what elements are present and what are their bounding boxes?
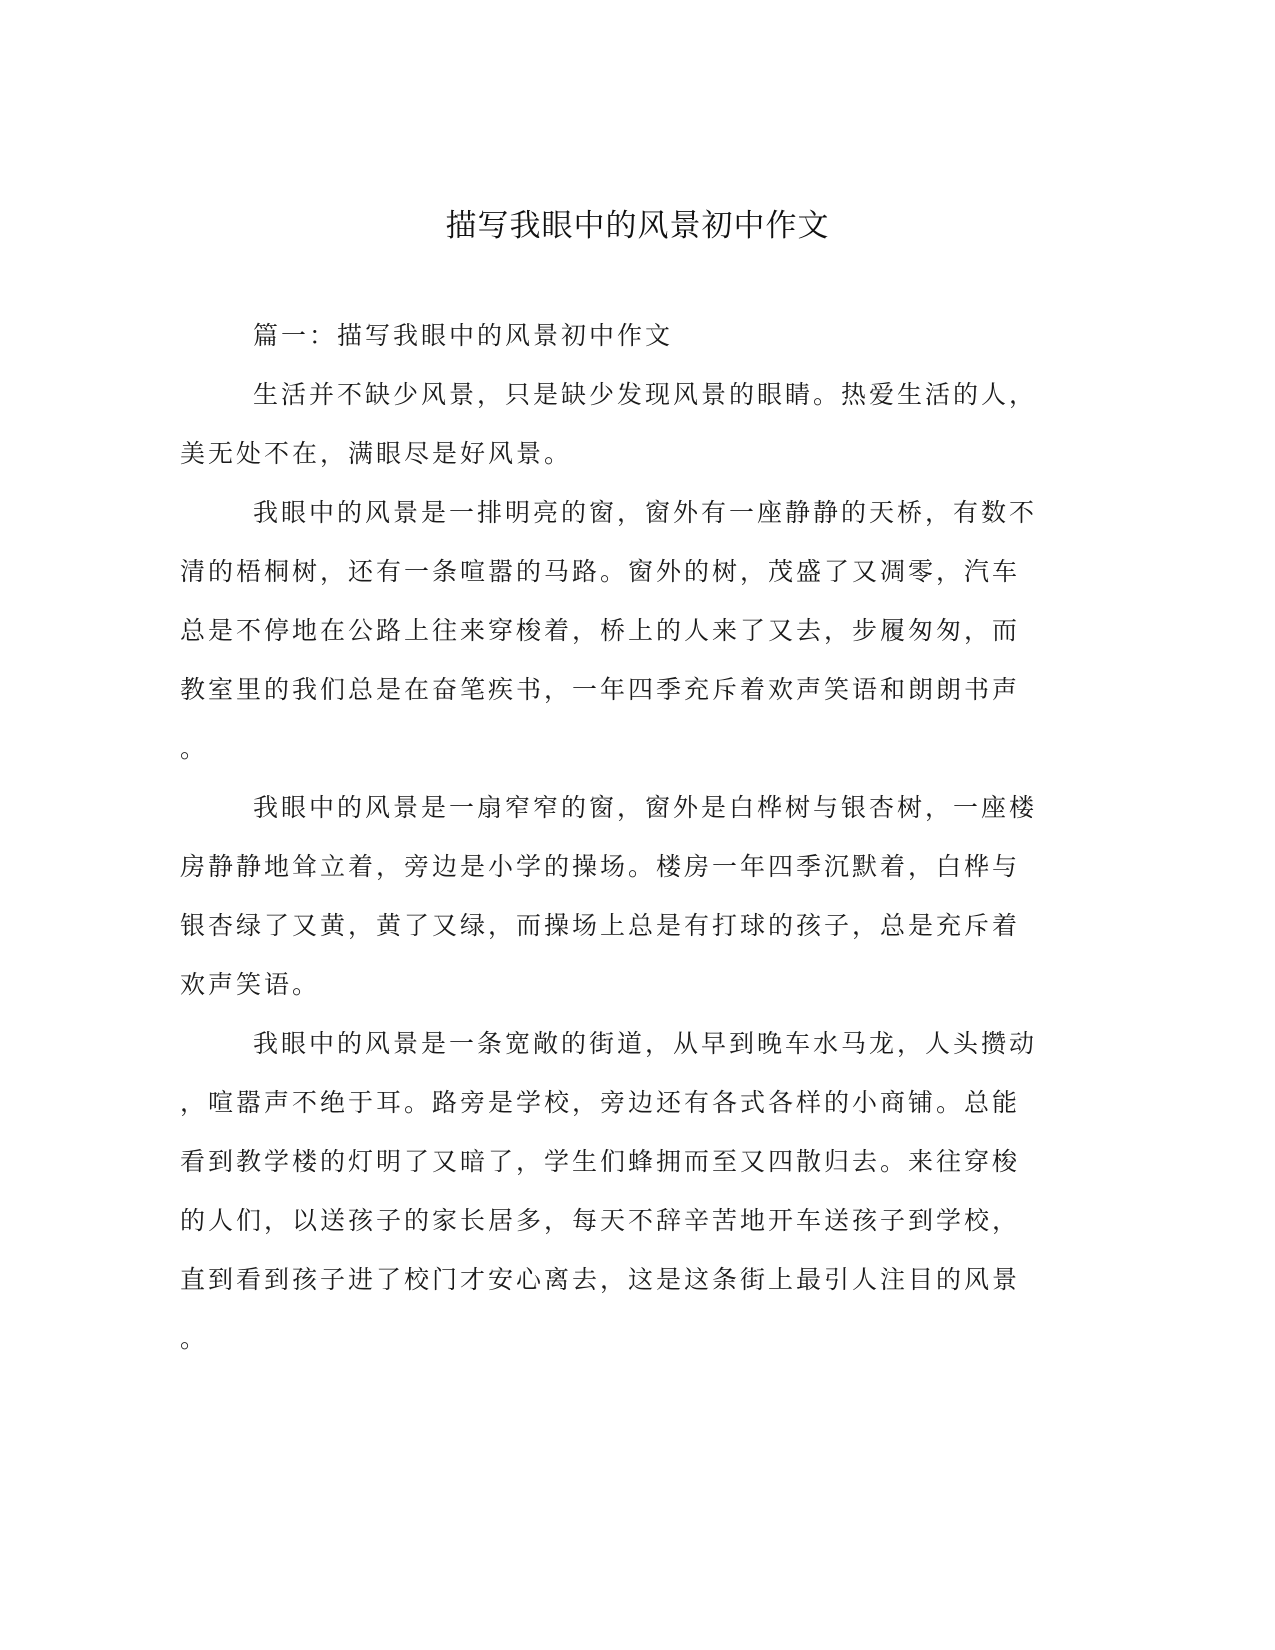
paragraph-line: 。 (180, 1324, 209, 1353)
section-heading: 篇一：描写我眼中的风景初中作文 (253, 321, 674, 350)
paragraph-line: 生活并不缺少风景，只是缺少发现风景的眼睛。热爱生活的人， (253, 380, 1038, 409)
paragraph-line: 。 (180, 734, 209, 763)
paragraph-line: 清的梧桐树，还有一条喧嚣的马路。窗外的树，茂盛了又凋零，汽车 (180, 557, 1021, 586)
paragraph-line: 我眼中的风景是一扇窄窄的窗，窗外是白桦树与银杏树，一座楼 (253, 793, 1038, 822)
paragraph-line: 我眼中的风景是一条宽敞的街道，从早到晚车水马龙，人头攒动 (253, 1029, 1038, 1058)
paragraph-line: 我眼中的风景是一排明亮的窗，窗外有一座静静的天桥，有数不 (253, 498, 1038, 527)
paragraph-line: 总是不停地在公路上往来穿梭着，桥上的人来了又去，步履匆匆，而 (180, 616, 1021, 645)
paragraph-line: 房静静地耸立着，旁边是小学的操场。楼房一年四季沉默着，白桦与 (180, 852, 1021, 881)
paragraph-line: 看到教学楼的灯明了又暗了，学生们蜂拥而至又四散归去。来往穿梭 (180, 1147, 1021, 1176)
paragraph-line: 教室里的我们总是在奋笔疾书，一年四季充斥着欢声笑语和朗朗书声 (180, 675, 1021, 704)
paragraph-line: 的人们，以送孩子的家长居多，每天不辞辛苦地开车送孩子到学校， (180, 1206, 1021, 1235)
paragraph-line: ，喧嚣声不绝于耳。路旁是学校，旁边还有各式各样的小商铺。总能 (180, 1088, 1021, 1117)
paragraph-line: 美无处不在，满眼尽是好风景。 (180, 439, 573, 468)
paragraph-line: 银杏绿了又黄，黄了又绿，而操场上总是有打球的孩子，总是充斥着 (180, 911, 1021, 940)
paragraph-line: 直到看到孩子进了校门才安心离去，这是这条街上最引人注目的风景 (180, 1265, 1021, 1294)
paragraph-line: 欢声笑语。 (180, 970, 321, 999)
document-title: 描写我眼中的风景初中作文 (445, 208, 830, 244)
